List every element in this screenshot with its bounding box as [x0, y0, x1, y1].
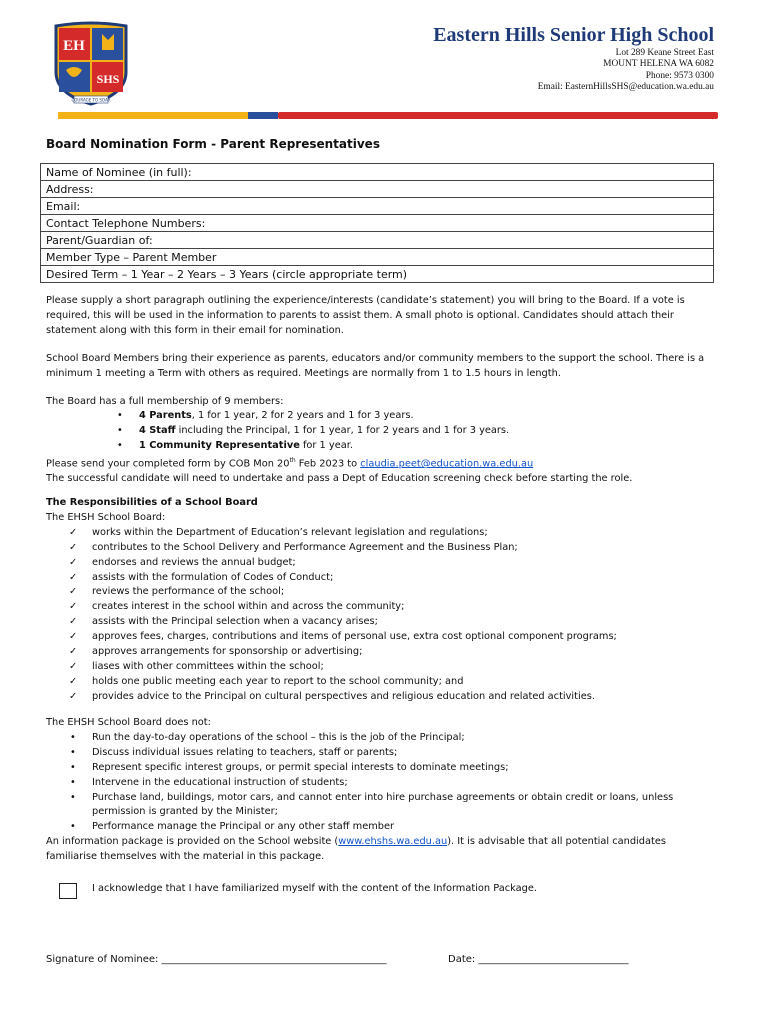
- does-not-section: [46, 716, 716, 865]
- school-website-link[interactable]: www.ehshs.wa.edu.au: [338, 836, 448, 848]
- address-line-2: MOUNT HELENA WA 6082: [603, 59, 714, 70]
- school-email: Email: EasternHillsSHS@education.wa.edu.au: [537, 82, 714, 93]
- crest-text-shs: SHS: [96, 72, 120, 86]
- school-name: Eastern Hills Senior High School: [433, 24, 714, 46]
- date-field[interactable]: Date: ______________________________: [448, 954, 629, 965]
- list-item: ✓ provides advice to the Principal on cultural perspectives and religious education and related activities.: [46, 690, 716, 705]
- list-item: • 1 Community Representative for 1 year.: [46, 439, 716, 454]
- info-package-note: An information package is provided on the School website (www.ehshs.wa.edu.au). It is advisable that all potential candidates familiarise themselves with the material in this package.: [46, 836, 666, 863]
- field-nominee-name[interactable]: Name of Nominee (in full):: [41, 164, 714, 181]
- list-item: • Intervene in the educational instruction of students;: [46, 776, 716, 791]
- field-parent-of[interactable]: Parent/Guardian of:: [41, 232, 714, 249]
- school-phone: Phone: 9573 0300: [645, 70, 714, 81]
- acknowledge-label: I acknowledge that I have familiarized myself with the content of the Information Package.: [92, 883, 537, 894]
- list-item: • Performance manage the Principal or any other staff member: [46, 820, 716, 835]
- does-not-list: [46, 731, 716, 835]
- list-item: ✓ assists with the formulation of Codes of Conduct;: [46, 571, 716, 586]
- list-item: • Run the day-to-day operations of the school – this is the job of the Principal;: [46, 731, 716, 746]
- nomination-fields-table: [40, 163, 714, 283]
- screening-note: The successful candidate will need to undertake and pass a Dept of Education screening check before starting the role.: [46, 473, 633, 485]
- list-item: ✓ endorses and reviews the annual budget;: [46, 556, 716, 571]
- responsibilities-heading: The Responsibilities of a School Board: [46, 497, 258, 508]
- list-item: • Purchase land, buildings, motor cars, and cannot enter into hire purchase agreements or obtain credit or loans, unless permission is granted by the Minister;: [46, 791, 716, 821]
- nomination-email-link[interactable]: claudia.peet@education.wa.edu.au: [360, 458, 534, 470]
- list-item: ✓ reviews the performance of the school;: [46, 585, 716, 600]
- intro-paragraph-1: Please supply a short paragraph outlining the experience/interests (candidate’s statement) you will bring to the Board. If a vote is required, this will be used in the information to parents to assist them. A small photo is optional. Candidates should attach their statement along with this form in their email for nomination.: [46, 295, 685, 336]
- list-item: ✓ approves arrangements for sponsorship or advertising;: [46, 645, 716, 660]
- list-item: • 4 Parents, 1 for 1 year, 2 for 2 years and 1 for 3 years.: [46, 409, 716, 424]
- list-item: • Represent specific interest groups, or permit special interests to dominate meetings;: [46, 761, 716, 776]
- crest-text-eh: EH: [63, 38, 85, 54]
- address-line-1: Lot 289 Keane Street East: [615, 48, 714, 58]
- list-item: ✓ approves fees, charges, contributions and items of personal use, extra cost optional component programs;: [46, 630, 716, 645]
- responsibilities-lead: The EHSH School Board:: [46, 511, 166, 523]
- intro-section: [46, 294, 716, 487]
- signature-field[interactable]: Signature of Nominee: _____________________________________________: [46, 954, 387, 965]
- membership-lead: The Board has a full membership of 9 members:: [46, 395, 284, 407]
- membership-list: [46, 409, 716, 454]
- list-item: ✓ creates interest in the school within and across the community;: [46, 600, 716, 615]
- send-instructions: Please send your completed form by COB Mon 20th Feb 2023 to claudia.peet@education.wa.edu.au: [46, 457, 534, 470]
- responsibilities-list: [46, 526, 716, 705]
- list-item: • 4 Staff including the Principal, 1 for 1 year, 1 for 2 years and 1 for 3 years.: [46, 424, 716, 439]
- field-desired-term[interactable]: Desired Term – 1 Year – 2 Years – 3 Years (circle appropriate term): [41, 266, 714, 283]
- acknowledge-checkbox[interactable]: [59, 883, 77, 899]
- responsibilities-section: [46, 496, 716, 705]
- list-item: ✓ works within the Department of Education’s relevant legislation and regulations;: [46, 526, 716, 541]
- field-address[interactable]: Address:: [41, 181, 714, 198]
- list-item: ✓ assists with the Principal selection when a vacancy arises;: [46, 615, 716, 630]
- school-address-block: [538, 48, 714, 94]
- list-item: ✓ liases with other committees within the school;: [46, 660, 716, 675]
- school-crest-logo: [52, 20, 130, 106]
- header-color-stripe: [58, 112, 718, 119]
- does-not-lead: The EHSH School Board does not:: [46, 717, 211, 728]
- field-phone[interactable]: Contact Telephone Numbers:: [41, 215, 714, 232]
- field-member-type[interactable]: Member Type – Parent Member: [41, 249, 714, 266]
- crest-motto: COURAGE TO SOAR: [71, 97, 111, 103]
- list-item: ✓ contributes to the School Delivery and Performance Agreement and the Business Plan;: [46, 541, 716, 556]
- form-title: Board Nomination Form - Parent Representatives: [46, 137, 380, 151]
- field-email[interactable]: Email:: [41, 198, 714, 215]
- list-item: ✓ holds one public meeting each year to report to the school community; and: [46, 675, 716, 690]
- intro-paragraph-2: School Board Members bring their experience as parents, educators and/or community members to the support the school. There is a minimum 1 meeting a Term with others as required. Meetings are normally from 1 to 1.5 hours in length.: [46, 352, 705, 379]
- list-item: • Discuss individual issues relating to teachers, staff or parents;: [46, 746, 716, 761]
